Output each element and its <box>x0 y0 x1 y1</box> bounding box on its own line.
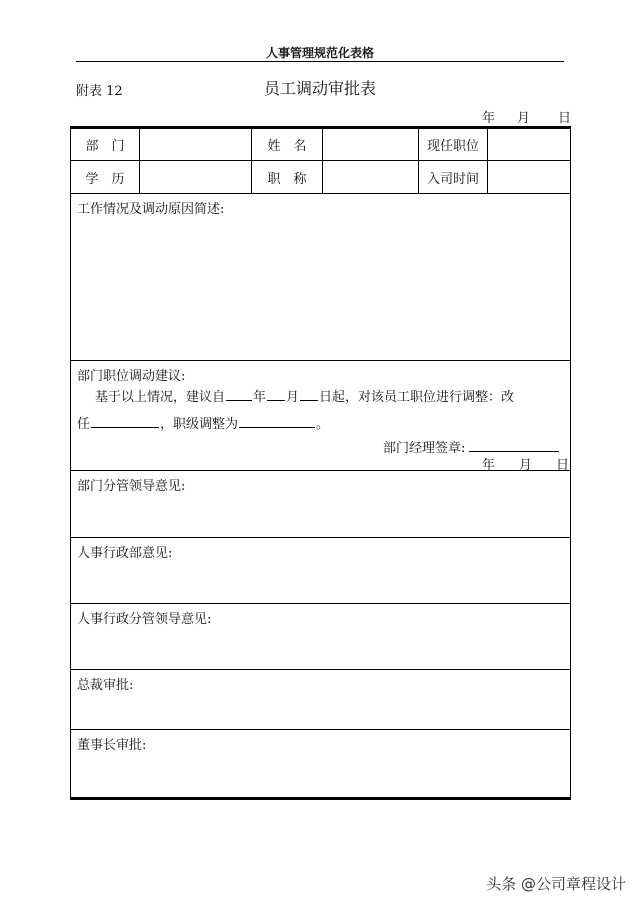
input-current-position[interactable] <box>488 128 571 161</box>
opinion-hr-leader-label: 人事行政分管领导意见: <box>77 612 212 627</box>
blank-new-position[interactable] <box>91 415 159 428</box>
input-department[interactable] <box>140 128 252 161</box>
opinion-dept-leader-label: 部门分管领导意见: <box>77 479 186 494</box>
label-current-position: 现任职位 <box>419 128 488 161</box>
form-title: 员工调动审批表 <box>263 79 376 98</box>
date-month: 月 <box>517 111 531 126</box>
watermark: 头条 @公司章程设计 <box>486 875 626 893</box>
date-year: 年 <box>482 111 496 126</box>
label-education: 学 历 <box>71 161 140 194</box>
manager-signature: 部门经理签章: <box>383 437 559 456</box>
opinion-hr-leader-cell[interactable] <box>71 604 571 670</box>
suggestion-line-1: 基于以上情况，建议自 年 月 日起，对该员工职位进行调整：改 <box>95 390 515 405</box>
label-entry-date: 入司时间 <box>419 161 488 194</box>
input-education[interactable] <box>140 161 252 194</box>
date-top <box>482 107 571 126</box>
approval-president-label: 总裁审批: <box>77 678 134 693</box>
blank-day[interactable] <box>300 388 318 401</box>
header-divider <box>76 61 564 62</box>
suggestion-label: 部门职位调动建议: <box>77 369 186 384</box>
input-name[interactable] <box>323 128 419 161</box>
approval-form-table <box>70 126 571 800</box>
approval-president-cell[interactable] <box>71 670 571 730</box>
label-name: 姓 名 <box>252 128 323 161</box>
blank-new-grade[interactable] <box>239 415 315 428</box>
suggestion-date: 年 月 日 <box>482 458 570 473</box>
blank-month[interactable] <box>267 388 285 401</box>
input-entry-date[interactable] <box>488 161 571 194</box>
label-department: 部 门 <box>71 128 140 161</box>
work-summary-label: 工作情况及调动原因简述: <box>77 202 225 217</box>
date-day: 日 <box>558 111 572 126</box>
approval-chairman-label: 董事长审批: <box>77 738 147 753</box>
opinion-hr-admin-label: 人事行政部意见: <box>77 546 173 561</box>
opinion-hr-admin-cell[interactable] <box>71 538 571 604</box>
label-title-rank: 职 称 <box>252 161 323 194</box>
blank-year[interactable] <box>226 388 252 401</box>
work-summary-cell[interactable] <box>71 194 571 361</box>
running-header: 人事管理规范化表格 <box>265 46 374 60</box>
approval-chairman-cell[interactable] <box>71 730 571 799</box>
suggestion-cell <box>71 361 571 471</box>
suggestion-line-2: 任 ，职级调整为 。 <box>77 417 330 432</box>
figure-label: 附表 12 <box>76 84 123 99</box>
signature-line[interactable] <box>469 439 559 452</box>
opinion-dept-leader-cell[interactable] <box>71 471 571 538</box>
input-title-rank[interactable] <box>323 161 419 194</box>
